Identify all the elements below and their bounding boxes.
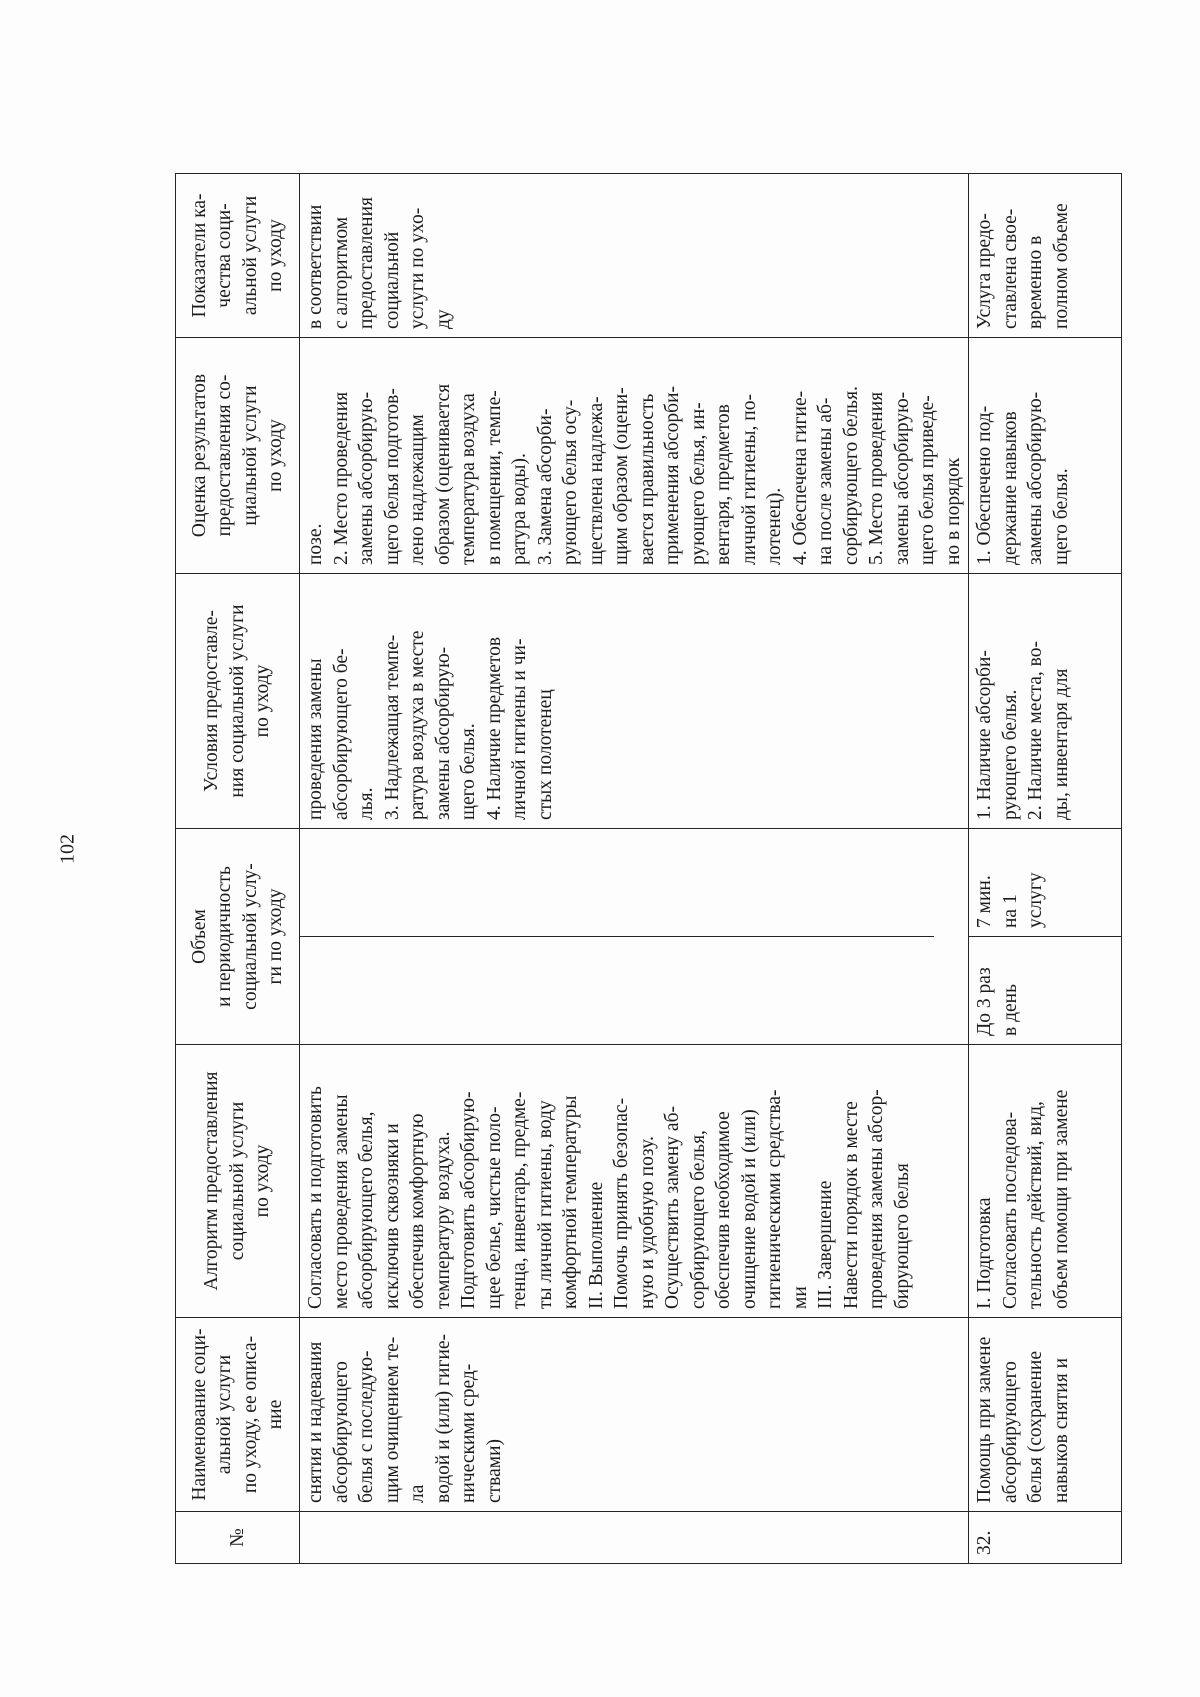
cell-frequency: До 3 раз в день [974, 967, 1021, 1036]
rotated-table-wrapper [175, 174, 1085, 1564]
cell-volume [300, 829, 969, 1045]
cell-num [300, 1512, 969, 1564]
header-results: Оценка результатов предоставления со- циальной услуги по уходу [176, 338, 300, 574]
table-header-row [176, 174, 300, 1564]
cell-quality: Услуга предо- ставлена свое- временно в полном объеме [969, 174, 1122, 338]
table-row [969, 174, 1122, 1564]
services-table [175, 173, 1122, 1564]
cell-algorithm: Согласовать и подготовить место проведения замены абсорбирующего белья, исключив сквозняки и обеспечив комфортную температуру воздуха. Подготовить абсорбирую- щее белье, чистые поло- тенца, инвентарь, предме- ты личной гигиены, воду комфортной температуры II. Выполнение Помочь принять безопас- ную и удобную позу. Осуществить замену аб- сорбирующего белья, обеспечив необходимое очищение водой и (или) гигиеническими средства- ми III. Завершение Навести порядок в месте проведения замены абсор- бирующего белья [300, 1045, 969, 1318]
header-volume: Объем и периодичность социальной услу- ги по уходу [176, 829, 300, 1045]
cell-conditions: проведения замены абсорбирующего бе- лья. 3. Надлежащая темпе- ратура воздуха в месте замены абсорбирую- щего белья. 4. Наличие предметов личной гигиены и чи- стых полотенец [300, 574, 969, 829]
page-number: 102 [56, 834, 79, 864]
cell-name: снятия и надевания абсорбирующего белья с последую- щим очищением те- ла водой и (или) гигие- ническими сред- ствами) [300, 1318, 969, 1512]
cell-algorithm: I. Подготовка Согласовать последова- тельность действий, вид, объем помощи при замене [969, 1045, 1122, 1318]
header-quality: Показатели ка- чества соци- альной услуги по уходу [176, 174, 300, 338]
cell-results: позе. 2. Место проведения замены абсорбирую- щего белья подготов- лено надлежащим образом (оценивается температура воздуха в помещении, темпе- ратура воды). 3. Замена абсорби- рующего белья осу- ществлена надлежа- щим образом (оцени- вается правильность применения абсорби- рующего белья, ин- вентаря, предметов личной гигиены, по- лотенец). 4. Обеспечена гигие- на после замены аб- сорбирующего белья. 5. Место проведения замены абсорбирую- щего белья приведе- но в порядок [300, 338, 969, 574]
cell-volume [969, 829, 1122, 1045]
cell-duration [300, 829, 934, 937]
cell-duration: 7 мин. на 1 услугу [969, 829, 1121, 937]
table-row [300, 174, 969, 1564]
cell-quality: в соответствии с алгоритмом предоставления социальной услуги по ухо- ду [300, 174, 969, 338]
header-num: № [176, 1512, 300, 1564]
header-algorithm: Алгоритм предоставления социальной услуги по уходу [176, 1045, 300, 1318]
cell-name: Помощь при замене абсорбирующего белья (сохранение навыков снятия и [969, 1318, 1122, 1512]
header-conditions: Условия предоставле- ния социальной услуги по уходу [176, 574, 300, 829]
cell-conditions: 1. Наличие абсорби- рующего белья. 2. Наличие места, во- ды, инвентаря для [969, 574, 1122, 829]
cell-results: 1. Обеспечено под- держание навыков замены абсорбирую- щего белья. [969, 338, 1122, 574]
header-name: Наименование соци- альной услуги по уходу, ее описа- ние [176, 1318, 300, 1512]
cell-num: 32. [969, 1512, 1122, 1564]
cell-frequency [300, 937, 934, 1044]
